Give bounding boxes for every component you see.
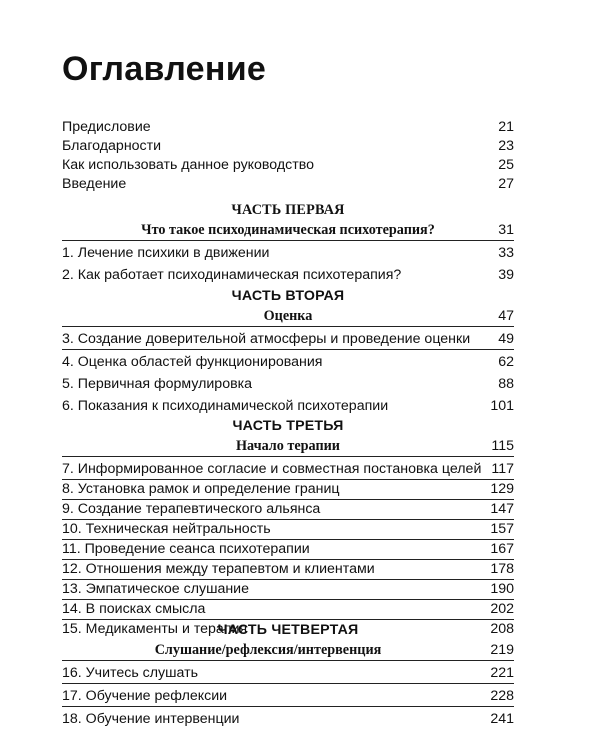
toc-entry-page: 190 [490,581,514,597]
toc-entry-label: 13. Эмпатическое слушание [62,581,249,597]
toc-entry-label: 3. Создание доверительной атмосферы и проведение оценки [62,331,471,347]
toc-entry[interactable] [62,353,514,372]
part-heading: ЧАСТЬ ПЕРВАЯ [231,202,345,218]
toc-entry-page: 221 [490,665,514,681]
part-subtitle: Слушание/рефлексия/интервенция [154,642,382,658]
toc-entry-page: 101 [490,398,514,414]
toc-entry-page: 31 [498,222,514,238]
toc-entry[interactable] [62,460,514,480]
toc-entry-label: 15. Медикаменты и терапия [62,621,248,637]
toc-entry-label: Введение [62,176,127,192]
toc-entry-label: Предисловие [62,119,151,135]
toc-entry[interactable] [62,156,514,175]
toc-entry-page: 62 [498,354,514,370]
toc-entry-page: 157 [490,521,514,537]
toc-entry[interactable] [62,244,514,263]
toc-entry[interactable] [62,687,514,707]
toc-entry-page: 115 [491,438,514,454]
part-subtitle-row[interactable] [62,436,514,457]
toc-entry-page: 47 [498,308,514,324]
toc-entry-label: 6. Показания к психодинамической психотерапии [62,398,389,414]
toc-entry-page: 208 [490,621,514,637]
part-subtitle-row[interactable] [62,640,514,661]
toc-entry-label: Благодарности [62,138,162,154]
toc-entry[interactable] [62,520,514,540]
part-3-section [62,416,514,639]
toc-entry-page: 178 [490,561,514,577]
toc-entry-page: 25 [498,157,514,173]
toc-entry-label: 2. Как работает психодинамическая психотерапия? [62,267,402,283]
toc-entry[interactable] [62,137,514,156]
toc-entry[interactable] [62,375,514,394]
toc-entry-page: 23 [498,138,514,154]
part-heading: ЧАСТЬ ТРЕТЬЯ [232,418,344,434]
toc-entry-label: 7. Информированное согласие и совместная постановка целей [62,461,482,477]
toc-entry-label: 11. Проведение сеанса психотерапии [62,541,310,557]
toc-entry-page: 88 [498,376,514,392]
toc-entry[interactable] [62,664,514,684]
toc-entry[interactable] [62,330,514,350]
toc-entry-page: 167 [490,541,514,557]
toc-entry-page: 129 [490,481,514,497]
toc-entry-label: 14. В поисках смысла [62,601,206,617]
part-subtitle-row[interactable] [62,220,514,241]
toc-entry[interactable] [62,710,514,729]
toc-entry-page: 39 [498,267,514,283]
part-4-section [62,620,514,729]
toc-entry-page: 147 [490,501,514,517]
toc-entry[interactable] [62,175,514,194]
toc-entry-page: 33 [498,245,514,261]
part-heading: ЧАСТЬ ВТОРАЯ [231,288,345,304]
toc-entry[interactable] [62,118,514,137]
front-matter-list [62,118,514,194]
toc-entry[interactable] [62,560,514,580]
toc-entry-page: 49 [498,331,514,347]
toc-entry-label: 4. Оценка областей функционирования [62,354,323,370]
toc-entry-page: 21 [498,119,514,135]
toc-entry-page: 202 [490,601,514,617]
part-subtitle: Оценка [263,308,313,324]
toc-entry-label: 9. Создание терапевтического альянса [62,501,321,517]
toc-entry-label: 17. Обучение рефлексии [62,688,228,704]
toc-entry-label: 5. Первичная формулировка [62,376,253,392]
toc-entry[interactable] [62,266,514,285]
toc-entry-label: 18. Обучение интервенции [62,711,240,727]
toc-entry-page: 228 [490,688,514,704]
toc-entry-page: 241 [490,711,514,727]
toc-entry[interactable] [62,540,514,560]
toc-entry-label: 12. Отношения между терапевтом и клиентами [62,561,375,577]
toc-entry-label: 10. Техническая нейтральность [62,521,271,537]
toc-entry-label: Как использовать данное руководство [62,157,315,173]
toc-entry-page: 27 [498,176,514,192]
part-heading: ЧАСТЬ ЧЕТВЕРТАЯ [217,622,359,638]
toc-entry-label: 1. Лечение психики в движении [62,245,270,261]
toc-entry[interactable] [62,397,514,416]
toc-entry[interactable] [62,500,514,520]
toc-entry[interactable] [62,600,514,620]
part-subtitle: Что такое психодинамическая психотерапия? [141,222,435,238]
toc-entry-page: 117 [491,461,514,477]
part-subtitle: Начало терапии [236,438,340,454]
toc-entry[interactable] [62,580,514,600]
part-1-section [62,200,514,285]
toc-entry-label: 8. Установка рамок и определение границ [62,481,340,497]
toc-entry-label: 16. Учитесь слушать [62,665,198,681]
page-title: Оглавление [62,50,267,88]
toc-entry-page: 219 [490,642,514,658]
part-2-section [62,286,514,416]
toc-entry[interactable] [62,480,514,500]
part-subtitle-row[interactable] [62,306,514,327]
